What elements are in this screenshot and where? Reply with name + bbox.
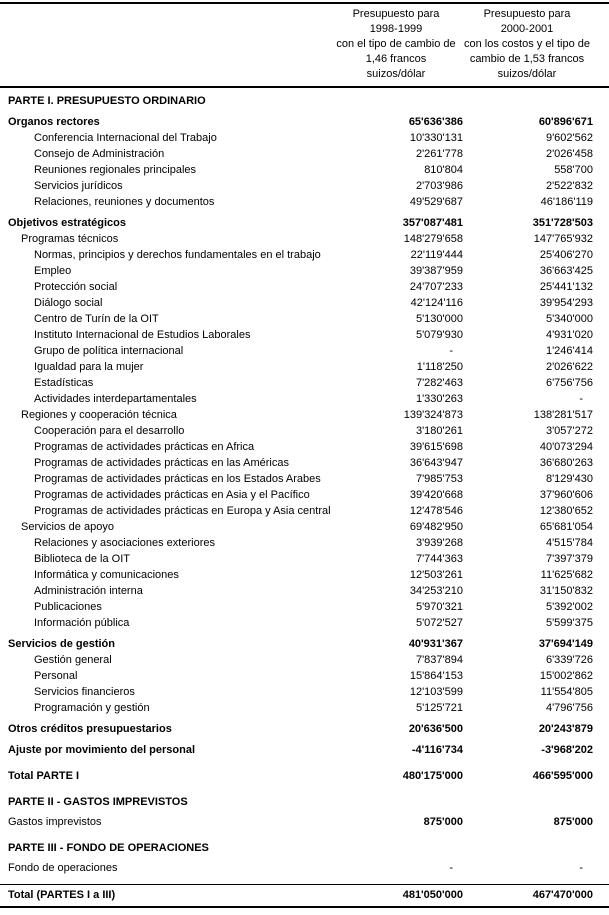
column-header-2000-2001 (457, 7, 597, 82)
value-2000-2001: 138'281'517 (533, 409, 593, 421)
value-2000-2001: -3'968'202 (541, 744, 593, 756)
value-2000-2001 (463, 840, 593, 856)
value-2000-2001: 2'026'458 (545, 148, 593, 160)
table-row (0, 551, 609, 567)
value-1998-1999: 7'282'463 (415, 377, 463, 389)
row-label: Instituto Internacional de Estudios Laborales (34, 329, 251, 341)
value-2000-2001: 25'406'270 (539, 249, 593, 261)
row-label: Administración interna (34, 585, 143, 597)
value-1998-1999: 7'744'363 (415, 553, 463, 565)
value-1998-1999: 480'175'000 (402, 770, 463, 782)
value-1998-1999: 2'703'986 (415, 180, 463, 192)
value-2000-2001: 12'380'652 (539, 505, 593, 517)
value-1998-1999: 12'503'261 (409, 569, 463, 581)
value-2000-2001: 36'680'263 (539, 457, 593, 469)
value-2000-2001: 147'765'932 (533, 233, 593, 245)
header-spacer (0, 7, 329, 82)
value-1998-1999: 34'253'210 (409, 585, 463, 597)
value-1998-1999: 22'119'444 (410, 249, 463, 261)
row-label: Programas técnicos (21, 233, 119, 245)
value-1998-1999: 12'103'599 (409, 686, 463, 698)
row-label: Regiones y cooperación técnica (21, 409, 177, 421)
row-label: Diálogo social (34, 297, 103, 309)
table-row (0, 247, 609, 263)
header-line: 1,46 francos (365, 53, 427, 65)
table-row (0, 567, 609, 583)
table-row (0, 359, 609, 375)
value-2000-2001: 11'625'682 (540, 569, 593, 581)
header-line: Presupuesto para (483, 8, 571, 20)
table-row (0, 519, 609, 535)
value-1998-1999: 39'615'698 (409, 441, 463, 453)
header-line: cambio de 1,53 francos (469, 53, 585, 65)
row-label: Información pública (34, 617, 130, 629)
table-row (0, 860, 609, 876)
row-label: Informática y comunicaciones (34, 569, 179, 581)
row-label: Fondo de operaciones (8, 862, 118, 874)
value-2000-2001: 5'599'375 (545, 617, 593, 629)
header-line: suizos/dólar (497, 68, 557, 80)
value-2000-2001: 8'129'430 (545, 473, 593, 485)
value-1998-1999: 36'643'947 (409, 457, 463, 469)
table-row (0, 295, 609, 311)
value-2000-2001: 37'960'606 (539, 489, 593, 501)
row-label: Relaciones, reuniones y documentos (34, 196, 215, 208)
table-row (0, 503, 609, 519)
table-row (0, 455, 609, 471)
value-2000-2001: 2'026'622 (545, 361, 593, 373)
value-1998-1999: 39'420'668 (409, 489, 463, 501)
value-2000-2001: 466'595'000 (532, 770, 593, 782)
table-row (0, 423, 609, 439)
table-row (0, 884, 609, 908)
table-row (0, 391, 609, 407)
table-row (0, 742, 609, 758)
header-line: suizos/dólar (366, 68, 426, 80)
header-line: 1998-1999 (369, 23, 423, 35)
value-1998-1999: 481'050'000 (402, 889, 463, 901)
value-2000-2001: 15'002'862 (539, 670, 593, 682)
value-1998-1999: 5'072'527 (415, 617, 463, 629)
value-1998-1999: 3'939'268 (415, 537, 463, 549)
row-label: PARTE II - GASTOS IMPREVISTOS (8, 796, 188, 808)
value-2000-2001: 39'954'293 (539, 297, 593, 309)
table-row (0, 407, 609, 423)
row-label: Normas, principios y derechos fundamentales en el trabajo (34, 249, 321, 261)
header-line: Presupuesto para (352, 8, 440, 20)
value-1998-1999: 1'118'250 (416, 361, 463, 373)
header-line: con el tipo de cambio de (336, 38, 456, 50)
table-header (0, 4, 609, 88)
table-row (0, 279, 609, 295)
value-2000-2001: 40'073'294 (539, 441, 593, 453)
value-1998-1999: 2'261'778 (415, 148, 463, 160)
table-row (0, 178, 609, 194)
value-2000-2001: 351'728'503 (532, 217, 593, 229)
value-2000-2001: 11'554'805 (540, 686, 593, 698)
value-1998-1999 (343, 794, 463, 810)
table-row (0, 471, 609, 487)
row-label: Actividades interdepartamentales (34, 393, 197, 405)
row-label: Servicios jurídicos (34, 180, 123, 192)
row-label: Objetivos estratégicos (8, 217, 126, 229)
value-2000-2001: 20'243'879 (538, 723, 593, 735)
row-label: Otros créditos presupuestarios (8, 723, 172, 735)
table-row (0, 840, 609, 856)
budget-rows (0, 93, 609, 908)
value-2000-2001: 7'397'379 (545, 553, 593, 565)
value-2000-2001: 558'700 (554, 164, 593, 176)
table-row (0, 311, 609, 327)
table-row (0, 668, 609, 684)
table-row (0, 700, 609, 716)
row-label: Consejo de Administración (34, 148, 165, 160)
value-2000-2001: 467'470'000 (532, 889, 593, 901)
table-row (0, 721, 609, 737)
value-2000-2001: 46'186'119 (540, 196, 593, 208)
row-label: Conferencia Internacional del Trabajo (34, 132, 217, 144)
value-1998-1999: 15'864'153 (409, 670, 463, 682)
table-row (0, 263, 609, 279)
value-2000-2001: - (579, 393, 583, 405)
table-row (0, 130, 609, 146)
value-2000-2001: 3'057'272 (545, 425, 593, 437)
value-1998-1999: 39'387'959 (409, 265, 463, 277)
row-label: Protección social (34, 281, 118, 293)
table-row (0, 615, 609, 631)
value-2000-2001: 6'339'726 (545, 654, 593, 666)
value-2000-2001: 1'246'414 (545, 345, 593, 357)
row-label: Organos rectores (8, 116, 100, 128)
table-row (0, 652, 609, 668)
value-1998-1999: -4'116'734 (411, 744, 463, 756)
row-label: Cooperación para el desarrollo (34, 425, 185, 437)
value-1998-1999 (343, 93, 463, 109)
value-2000-2001: 31'150'832 (539, 585, 593, 597)
value-1998-1999: 24'707'233 (409, 281, 463, 293)
value-2000-2001: 37'694'149 (538, 638, 593, 650)
value-2000-2001: 875'000 (553, 816, 593, 828)
value-1998-1999 (343, 840, 463, 856)
row-label: Gestión general (34, 654, 112, 666)
value-1998-1999: 10'330'131 (409, 132, 463, 144)
row-label: Programas de actividades prácticas en Europa y Asia central (34, 505, 331, 517)
row-label: Estadísticas (34, 377, 94, 389)
table-row (0, 215, 609, 231)
value-2000-2001 (463, 93, 593, 109)
value-2000-2001: 4'515'784 (545, 537, 593, 549)
table-row (0, 535, 609, 551)
row-label: Programas de actividades prácticas en Africa (34, 441, 255, 453)
row-label: Programación y gestión (34, 702, 150, 714)
value-1998-1999: 7'837'894 (415, 654, 463, 666)
value-1998-1999: 20'636'500 (408, 723, 463, 735)
value-1998-1999: 357'087'481 (402, 217, 463, 229)
row-label: Total (PARTES I a III) (8, 889, 116, 901)
value-1998-1999: 5'079'930 (415, 329, 463, 341)
row-label: PARTE I. PRESUPUESTO ORDINARIO (8, 95, 206, 107)
value-2000-2001: 25'441'132 (539, 281, 593, 293)
row-label: Centro de Turín de la OIT (34, 313, 159, 325)
value-1998-1999: 875'000 (423, 816, 463, 828)
table-row (0, 375, 609, 391)
row-label: Biblioteca de la OIT (34, 553, 130, 565)
row-label: Gastos imprevistos (8, 816, 102, 828)
value-2000-2001: 4'796'756 (545, 702, 593, 714)
value-2000-2001: 2'522'832 (545, 180, 593, 192)
value-1998-1999: 40'931'367 (408, 638, 463, 650)
value-2000-2001: 6'756'756 (545, 377, 593, 389)
value-1998-1999: 3'180'261 (415, 425, 463, 437)
value-2000-2001: 36'663'425 (539, 265, 593, 277)
row-label: Programas de actividades prácticas en los Estados Arabes (34, 473, 321, 485)
value-1998-1999: 65'636'386 (408, 116, 463, 128)
value-1998-1999: 5'130'000 (415, 313, 463, 325)
row-label: Ajuste por movimiento del personal (8, 744, 196, 756)
row-label: PARTE III - FONDO DE OPERACIONES (8, 842, 209, 854)
table-row (0, 93, 609, 109)
value-1998-1999: 7'985'753 (415, 473, 463, 485)
value-1998-1999: 49'529'687 (409, 196, 463, 208)
header-line: 2000-2001 (500, 23, 554, 35)
row-label: Reuniones regionales principales (34, 164, 197, 176)
row-label: Servicios financieros (34, 686, 135, 698)
value-1998-1999: 1'330'263 (415, 393, 463, 405)
value-1998-1999: - (449, 345, 453, 357)
value-2000-2001: 65'681'054 (539, 521, 593, 533)
value-2000-2001: 5'340'000 (545, 313, 593, 325)
value-1998-1999: 148'279'658 (403, 233, 463, 245)
header-line: con los costos y el tipo de (464, 38, 590, 50)
table-row (0, 487, 609, 503)
row-label: Igualdad para la mujer (34, 361, 144, 373)
table-row (0, 768, 609, 784)
row-label: Programas de actividades prácticas en las Américas (34, 457, 289, 469)
row-label: Empleo (34, 265, 72, 277)
value-1998-1999: 5'970'321 (415, 601, 463, 613)
table-row (0, 343, 609, 359)
table-row (0, 114, 609, 130)
row-label: Programas de actividades prácticas en Asia y el Pacífico (34, 489, 310, 501)
table-row (0, 194, 609, 210)
value-2000-2001: 9'602'562 (545, 132, 593, 144)
table-row (0, 599, 609, 615)
value-2000-2001: 4'931'020 (545, 329, 593, 341)
table-row (0, 684, 609, 700)
row-label: Personal (34, 670, 78, 682)
row-label: Total PARTE I (8, 770, 80, 782)
row-label: Grupo de política internacional (34, 345, 184, 357)
table-row (0, 146, 609, 162)
value-1998-1999: - (449, 862, 453, 874)
table-row (0, 814, 609, 830)
value-1998-1999: 12'478'546 (409, 505, 463, 517)
value-1998-1999: 42'124'116 (410, 297, 463, 309)
row-label: Servicios de apoyo (21, 521, 114, 533)
table-row (0, 636, 609, 652)
value-2000-2001: 60'896'671 (538, 116, 593, 128)
value-2000-2001: 5'392'002 (545, 601, 593, 613)
table-row (0, 583, 609, 599)
table-row (0, 327, 609, 343)
table-row (0, 439, 609, 455)
table-row (0, 794, 609, 810)
table-row (0, 162, 609, 178)
table-row (0, 231, 609, 247)
column-header-1998-1999 (329, 7, 463, 82)
row-label: Publicaciones (34, 601, 102, 613)
value-1998-1999: 139'324'873 (403, 409, 463, 421)
row-label: Servicios de gestión (8, 638, 115, 650)
value-2000-2001 (463, 794, 593, 810)
value-1998-1999: 69'482'950 (409, 521, 463, 533)
row-label: Relaciones y asociaciones exteriores (34, 537, 215, 549)
value-1998-1999: 5'125'721 (415, 702, 463, 714)
value-2000-2001: - (579, 862, 583, 874)
value-1998-1999: 810'804 (424, 164, 463, 176)
